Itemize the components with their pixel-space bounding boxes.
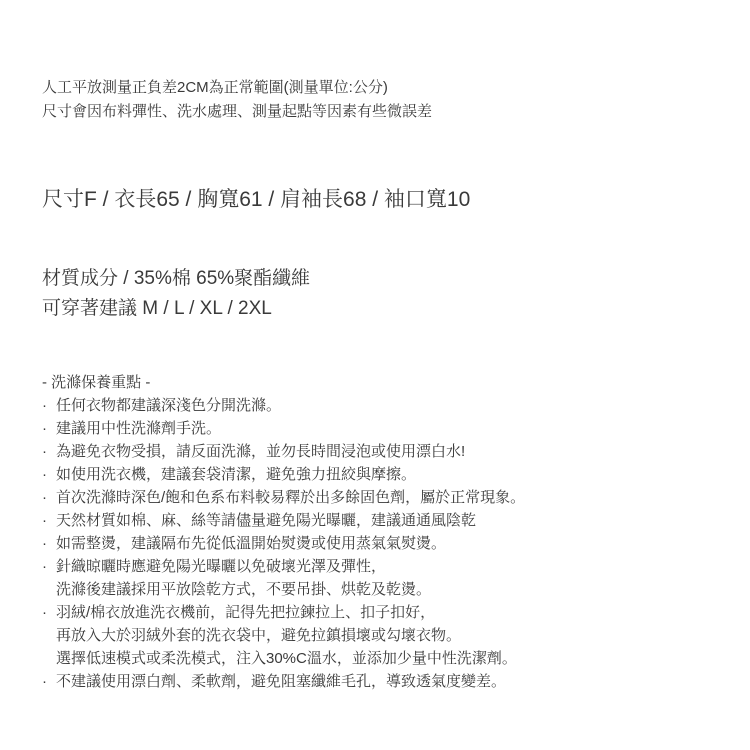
care-item — [42, 394, 525, 417]
bullet-dot: · — [42, 512, 47, 529]
care-item-text: 如使用洗衣機，建議套袋清潔，避免強力扭絞與摩擦。 — [56, 466, 417, 483]
care-item-continuation — [42, 624, 525, 647]
care-item — [42, 486, 525, 509]
care-item — [42, 532, 525, 555]
bullet-dot: · — [42, 489, 47, 506]
care-item-continuation — [42, 647, 525, 670]
care-item — [42, 440, 525, 463]
bullet-dot: · — [42, 673, 47, 690]
care-item — [42, 601, 525, 624]
care-item-continuation — [42, 578, 525, 601]
care-item-text: 洗滌後建議採用平放陰乾方式，不要吊掛、烘乾及乾燙。 — [56, 581, 432, 598]
care-item-text: 針織晾曬時應避免陽光曝曬以免破壞光澤及彈性， — [56, 558, 387, 575]
care-instructions — [42, 371, 525, 693]
care-item-text: 建議用中性洗滌劑手洗。 — [56, 420, 222, 437]
care-item-text: 如需整燙，建議隔布先從低溫開始熨燙或使用蒸氣氣熨燙。 — [56, 535, 447, 552]
care-item-text: 天然材質如棉、麻、絲等請儘量避免陽光曝曬，建議通通風陰乾 — [56, 512, 477, 529]
care-item-text: 再放入大於羽絨外套的洗衣袋中，避免拉鎮損壞或勾壞衣物。 — [56, 627, 462, 644]
bullet-dot — [42, 578, 56, 601]
care-item — [42, 417, 525, 440]
bullet-dot: · — [42, 535, 47, 552]
bullet-dot: · — [42, 604, 47, 621]
bullet-dot — [42, 624, 56, 647]
care-item-text: 為避免衣物受損，請反面洗滌，並勿長時間浸泡或使用漂白水! — [56, 443, 466, 460]
bullet-dot: · — [42, 397, 47, 414]
material-info — [42, 264, 310, 324]
care-heading — [42, 371, 525, 394]
care-heading-text: - 洗滌保養重點 - — [42, 374, 151, 391]
bullet-dot — [42, 647, 56, 670]
care-item — [42, 509, 525, 532]
care-item-text: 不建議使用漂白劑、柔軟劑，避免阻塞纖維毛孔，導致透氣度變差。 — [56, 673, 507, 690]
bullet-dot: · — [42, 558, 47, 575]
care-item-text: 首次洗滌時深色/飽和色系布料較易釋於出多餘固色劑，屬於正常現象。 — [56, 489, 526, 506]
care-item — [42, 555, 525, 578]
care-item-text: 任何衣物都建議深淺色分開洗滌。 — [56, 397, 282, 414]
bullet-dot: · — [42, 443, 47, 460]
measurement-note — [42, 76, 432, 124]
bullet-dot: · — [42, 420, 47, 437]
care-item — [42, 463, 525, 486]
measurement-note-line-2: 尺寸會因布料彈性、洗水處理、測量起點等因素有些微誤差 — [42, 103, 433, 120]
wear-suggestion: 可穿著建議 M / L / XL / 2XL — [42, 298, 272, 319]
size-spec-line: 尺寸F / 衣長65 / 胸寬61 / 肩袖長68 / 袖口寬10 — [42, 188, 471, 211]
bullet-dot: · — [42, 466, 47, 483]
care-item-text: 選擇低速模式或柔洗模式，注入30%C溫水，並添加少量中性洗潔劑。 — [56, 650, 517, 667]
care-item — [42, 670, 525, 693]
care-item-text: 羽絨/棉衣放進洗衣機前，記得先把拉鍊拉上、扣子扣好， — [56, 604, 436, 621]
measurement-note-line-1: 人工平放測量正負差2CM為正常範圍(測量單位:公分) — [42, 79, 388, 96]
material-composition: 材質成分 / 35%棉 65%聚酯纖維 — [42, 268, 311, 289]
